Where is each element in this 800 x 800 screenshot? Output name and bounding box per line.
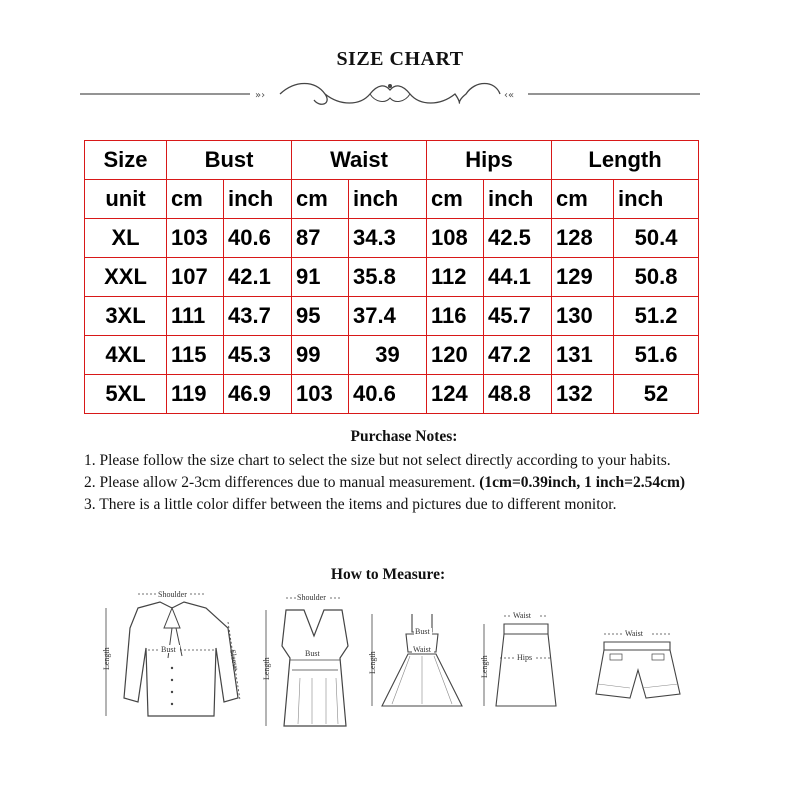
header-length: Length — [552, 141, 699, 180]
how-to-measure-title: How to Measure: — [330, 566, 446, 583]
value-cell: 44.1 — [484, 258, 552, 297]
header-size: Size — [85, 141, 167, 180]
svg-text:‹«: ‹« — [504, 90, 515, 101]
bust-label-2: Bust — [305, 649, 320, 658]
value-cell: 45.7 — [484, 297, 552, 336]
size-chart-table — [84, 140, 699, 414]
table-header-row — [85, 141, 699, 180]
value-cell: 131 — [552, 336, 614, 375]
value-cell: 37.4 — [349, 297, 427, 336]
value-cell: 116 — [427, 297, 484, 336]
note-item-2-text: 2. Please allow 2-3cm differences due to manual measurement. — [84, 474, 480, 491]
page-title: SIZE CHART — [336, 48, 464, 70]
value-cell: 111 — [167, 297, 224, 336]
skirt-diagram — [480, 611, 556, 706]
value-cell: 129 — [552, 258, 614, 297]
header-hips: Hips — [427, 141, 552, 180]
value-cell: 120 — [427, 336, 484, 375]
value-cell: 128 — [552, 219, 614, 258]
size-cell: 5XL — [85, 375, 167, 414]
size-cell: 3XL — [85, 297, 167, 336]
measurement-diagrams — [90, 588, 710, 738]
value-cell: 40.6 — [349, 375, 427, 414]
value-cell: 107 — [167, 258, 224, 297]
waist-label-3: Waist — [413, 645, 432, 654]
purchase-notes-title: Purchase Notes: — [350, 428, 458, 445]
value-cell: 95 — [292, 297, 349, 336]
table-row — [85, 375, 699, 414]
value-cell: 50.4 — [614, 219, 699, 258]
value-cell: 112 — [427, 258, 484, 297]
value-cell: 35.8 — [349, 258, 427, 297]
ornament-divider — [80, 76, 700, 116]
size-cell: XL — [85, 219, 167, 258]
unit-cell: cm — [427, 180, 484, 219]
unit-cell: cm — [552, 180, 614, 219]
value-cell: 108 — [427, 219, 484, 258]
unit-cell: cm — [292, 180, 349, 219]
table-row — [85, 297, 699, 336]
camisole-diagram — [262, 593, 348, 726]
value-cell: 130 — [552, 297, 614, 336]
value-cell: 47.2 — [484, 336, 552, 375]
unit-cell: inch — [224, 180, 292, 219]
value-cell: 43.7 — [224, 297, 292, 336]
value-cell: 52 — [614, 375, 699, 414]
blouse-diagram — [102, 590, 241, 716]
note-item-2-conversion: (1cm=0.39inch, 1 inch=2.54cm) — [479, 474, 686, 491]
value-cell: 48.8 — [484, 375, 552, 414]
shoulder-label-1: Shoulder — [158, 590, 187, 599]
table-row — [85, 336, 699, 375]
value-cell: 39 — [349, 336, 427, 375]
length-label-3: Length — [368, 651, 377, 674]
length-label-2: Length — [262, 657, 271, 680]
table-unit-row — [85, 180, 699, 219]
value-cell: 42.5 — [484, 219, 552, 258]
table-row — [85, 219, 699, 258]
length-label-4: Length — [480, 655, 489, 678]
value-cell: 46.9 — [224, 375, 292, 414]
value-cell: 45.3 — [224, 336, 292, 375]
value-cell: 99 — [292, 336, 349, 375]
value-cell: 132 — [552, 375, 614, 414]
waist-label-4: Waist — [513, 611, 532, 620]
table-row — [85, 258, 699, 297]
value-cell: 87 — [292, 219, 349, 258]
hips-label-4: Hips — [517, 653, 533, 662]
dress-diagram — [368, 614, 462, 706]
value-cell: 103 — [292, 375, 349, 414]
note-item-1: 1. Please follow the size chart to select the size but not select directly according to your habits. — [84, 452, 671, 469]
header-waist: Waist — [292, 141, 427, 180]
length-label-1: Length — [102, 647, 111, 670]
purchase-notes — [84, 426, 724, 516]
shorts-diagram — [596, 629, 680, 698]
header-bust: Bust — [167, 141, 292, 180]
svg-text:»›: »› — [255, 90, 266, 101]
value-cell: 51.2 — [614, 297, 699, 336]
sleeve-label: Sleeve — [228, 648, 241, 672]
value-cell: 42.1 — [224, 258, 292, 297]
size-cell: XXL — [85, 258, 167, 297]
value-cell: 119 — [167, 375, 224, 414]
note-item-3: 3. There is a little color differ between the items and pictures due to different monitor. — [84, 496, 617, 513]
unit-cell: cm — [167, 180, 224, 219]
unit-cell: inch — [484, 180, 552, 219]
unit-label: unit — [85, 180, 167, 219]
value-cell: 40.6 — [224, 219, 292, 258]
value-cell: 115 — [167, 336, 224, 375]
value-cell: 91 — [292, 258, 349, 297]
shoulder-label-2: Shoulder — [297, 593, 326, 602]
value-cell: 34.3 — [349, 219, 427, 258]
value-cell: 50.8 — [614, 258, 699, 297]
unit-cell: inch — [349, 180, 427, 219]
bust-label-1: Bust — [161, 645, 176, 654]
value-cell: 103 — [167, 219, 224, 258]
waist-label-5: Waist — [625, 629, 644, 638]
value-cell: 124 — [427, 375, 484, 414]
size-cell: 4XL — [85, 336, 167, 375]
note-item-2 — [84, 472, 724, 494]
unit-cell: inch — [614, 180, 699, 219]
bust-label-3: Bust — [415, 627, 430, 636]
value-cell: 51.6 — [614, 336, 699, 375]
